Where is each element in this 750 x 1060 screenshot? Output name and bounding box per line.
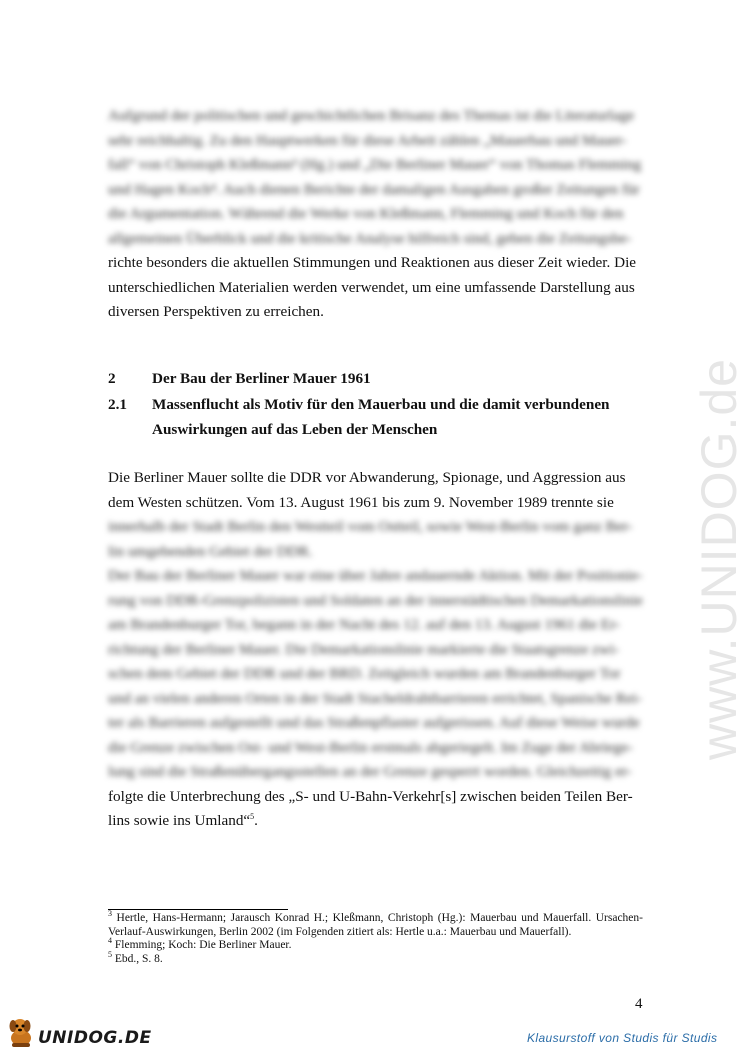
logo-text: UNIDOG.DE (38, 1028, 152, 1048)
blurred-line: Der Bau der Berliner Mauer war eine über Jahre andauernde Aktion. Mit der Positionie- (108, 567, 643, 584)
text-line: diversen Perspektiven zu erreichen. (108, 303, 324, 320)
blurred-line: sehr reichhaltig. Zu den Hauptwerken für diese Arbeit zählen „Mauerbau und Mauer- (108, 131, 627, 149)
footnote (108, 949, 643, 967)
text-line: richte besonders die aktuellen Stimmungen und Reaktionen aus dieser Zeit wieder. Die (108, 254, 637, 271)
text-line: folgte die Unterbrechung des „S- und U-Bahn-Verkehr[s] zwischen beiden Teilen Ber- (108, 787, 633, 805)
footnote-number: 4 (108, 936, 112, 946)
text-line: dem Westen schützen. Vom 13. August 1961 bis zum 9. November 1989 trennte sie (108, 493, 614, 511)
blurred-line: und an vielen anderen Orten in der Stadt Stacheldrahtbarrieren errichtet, Spanische Rei- (108, 689, 642, 707)
blurred-line: richtung der Berliner Mauer. Die Demarkationslinie markierte die Staatsgrenze zwi- (108, 640, 620, 658)
slogan: Klausurstoff von Studis für Studis (527, 1031, 718, 1045)
blurred-line: und Hagen Koch⁴. Auch dienen Berichte der damaligen Ausgaben großer Zeitungen für (108, 180, 640, 198)
blurred-line: lin umgebenden Gebiet der DDR. (108, 542, 313, 560)
subsection-title-line: Massenflucht als Motiv für den Mauerbau und die damit verbundenen (152, 396, 610, 413)
watermark: www.UNIDOG.de (691, 358, 747, 760)
dog-icon (6, 1016, 36, 1048)
blurred-line: Aufgrund der politischen und geschichtlichen Brisanz des Themas ist die Literaturlage (108, 107, 635, 124)
blurred-line: schen dem Gebiet der DDR und der BRD. Zeitgleich wurden am Brandenburger Tor (108, 665, 621, 682)
body-paragraph (108, 466, 643, 834)
footnote-ref: 5 (250, 811, 255, 821)
footnote-text: Hertle, Hans-Hermann; Jarausch Konrad H.; Kleßmann, Christoph (Hg.): Mauerbau und Mauerfall. Ursachen-Verlauf-Auswirkungen, Berlin 2002 (im Folgenden zitiert als: Hertle u.a.: Mauerbau und Mauerfall). (108, 912, 643, 938)
footnote-divider (108, 909, 288, 910)
footnote (108, 936, 643, 953)
blurred-line: am Brandenburger Tor, begann in der Nacht des 12. auf den 13. August 1961 die Er- (108, 616, 621, 633)
text-fragment: . (254, 812, 258, 829)
blurred-line: fall“ von Christoph Kleßmann³ (Hg.) und „Die Berliner Mauer“ von Thomas Flemming (108, 156, 642, 173)
subsection-title-line: Auswirkungen auf das Leben der Menschen (152, 421, 438, 438)
blurred-line: die Grenze zwischen Ost- und West-Berlin erstmals abgeriegelt. Im Zuge der Abriege- (108, 738, 633, 756)
subsection-title (152, 392, 642, 442)
footnote-number: 5 (108, 949, 112, 959)
blurred-line: die Argumentation. Während die Werke von Kleßmann, Flemming und Koch für den (108, 205, 624, 222)
section-title: Der Bau der Berliner Mauer 1961 (152, 370, 371, 387)
footnotes (108, 909, 643, 966)
blurred-line: innerhalb der Stadt Berlin den Westteil vom Ostteil, sowie West-Berlin vom ganz Ber- (108, 518, 633, 535)
blurred-line: lung sind die Straßenübergangsstellen an der Grenze gesperrt worden. Gleichzeitig er- (108, 763, 632, 780)
blurred-line: rung von DDR-Grenzpolizisten und Soldaten an der innerstädtischen Demarkationslinie (108, 591, 643, 609)
footnote-text: Ebd., S. 8. (112, 952, 163, 965)
subsection-number: 2.1 (108, 396, 127, 413)
blurred-line: ter als Barrieren aufgestellt und das Straßenpflaster aufgerissen. Auf diese Weise wurde (108, 714, 640, 731)
text-fragment: lins sowie ins Umland“ (108, 812, 251, 829)
blurred-line: allgemeinen Überblick und die kritische Analyse hilfreich sind, geben die Zeitungsbe- (108, 229, 632, 247)
section-number: 2 (108, 370, 116, 387)
intro-paragraph (108, 104, 643, 325)
footnote-number: 3 (108, 909, 112, 919)
text-line: Die Berliner Mauer sollte die DDR vor Abwanderung, Spionage, und Aggression aus (108, 469, 626, 486)
text-line (108, 809, 643, 834)
footnote (108, 909, 643, 939)
footnote-text: Flemming; Koch: Die Berliner Mauer. (112, 939, 292, 951)
page-number: 4 (635, 996, 643, 1012)
unidog-logo (6, 1016, 152, 1048)
text-line: unterschiedlichen Materialien werden verwendet, um eine umfassende Darstellung aus (108, 278, 635, 296)
